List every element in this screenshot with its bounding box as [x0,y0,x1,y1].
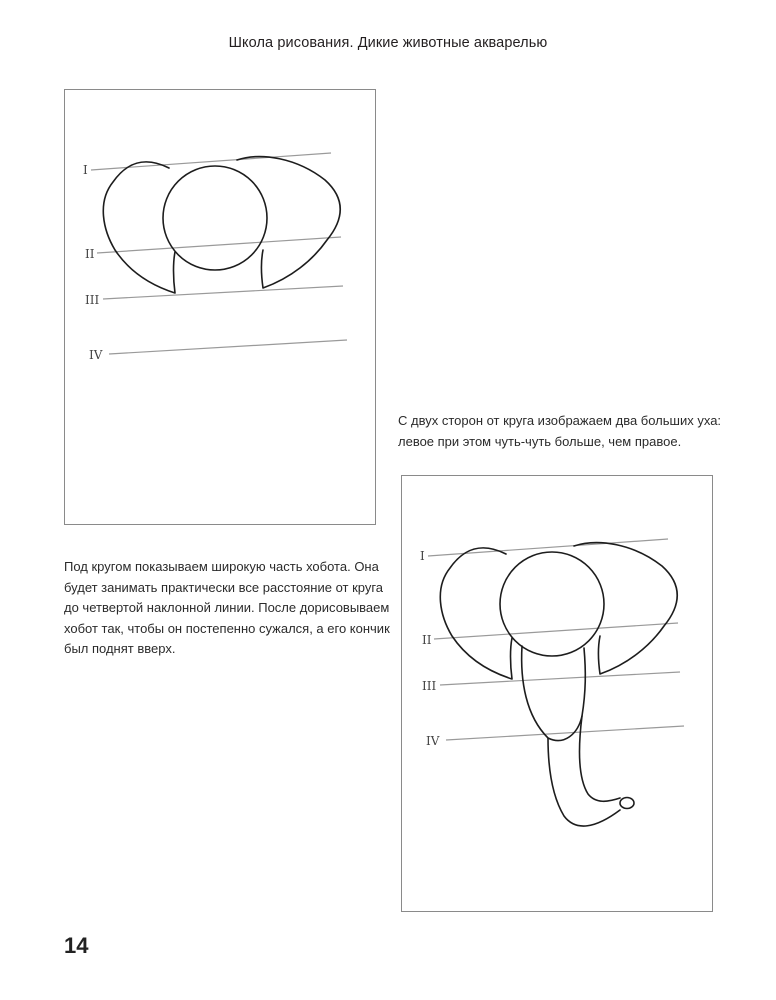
right-ear-outline [237,157,340,288]
caption-trunk: Под кругом показываем широкую часть хобота. Она будет занимать практически все расстояние от круга до четвертой наклонной линии. После дорисовываем хобот так, чтобы он постепенно сужался, а его кончик был поднят вверх. [64,559,390,656]
illustration-ears [64,89,376,525]
guide-line-3 [103,286,343,299]
guide-line-2 [434,623,678,639]
right-ear-outline [574,543,677,674]
guide-label-1: I [83,163,88,177]
page-number: 14 [64,933,89,958]
guide-label-4: IV [426,734,440,748]
caption-ears: С двух сторон от круга изображаем два больших уха: левое при этом чуть-чуть больше, чем правое. [398,413,722,449]
trunk-tip [620,798,634,809]
head-circle [500,552,604,656]
guide-label-2: II [85,247,95,261]
ears-sketch [65,90,377,526]
running-header: Школа рисования. Дикие животные акварелью [228,35,548,51]
guide-line-3 [440,672,680,685]
trunk-upper [522,646,586,741]
trunk-lower-right [580,716,620,801]
guide-line-2 [97,237,341,253]
guide-label-3: III [85,293,100,307]
illustration-trunk [401,475,713,912]
guide-label-3: III [422,679,437,693]
guide-line-4 [446,726,684,740]
guide-label-2: II [422,633,432,647]
guide-line-4 [109,340,347,354]
guide-label-1: I [420,549,425,563]
guide-label-4: IV [89,348,103,362]
trunk-lower-left [548,738,620,826]
trunk-sketch [402,476,714,913]
head-circle [163,166,267,270]
